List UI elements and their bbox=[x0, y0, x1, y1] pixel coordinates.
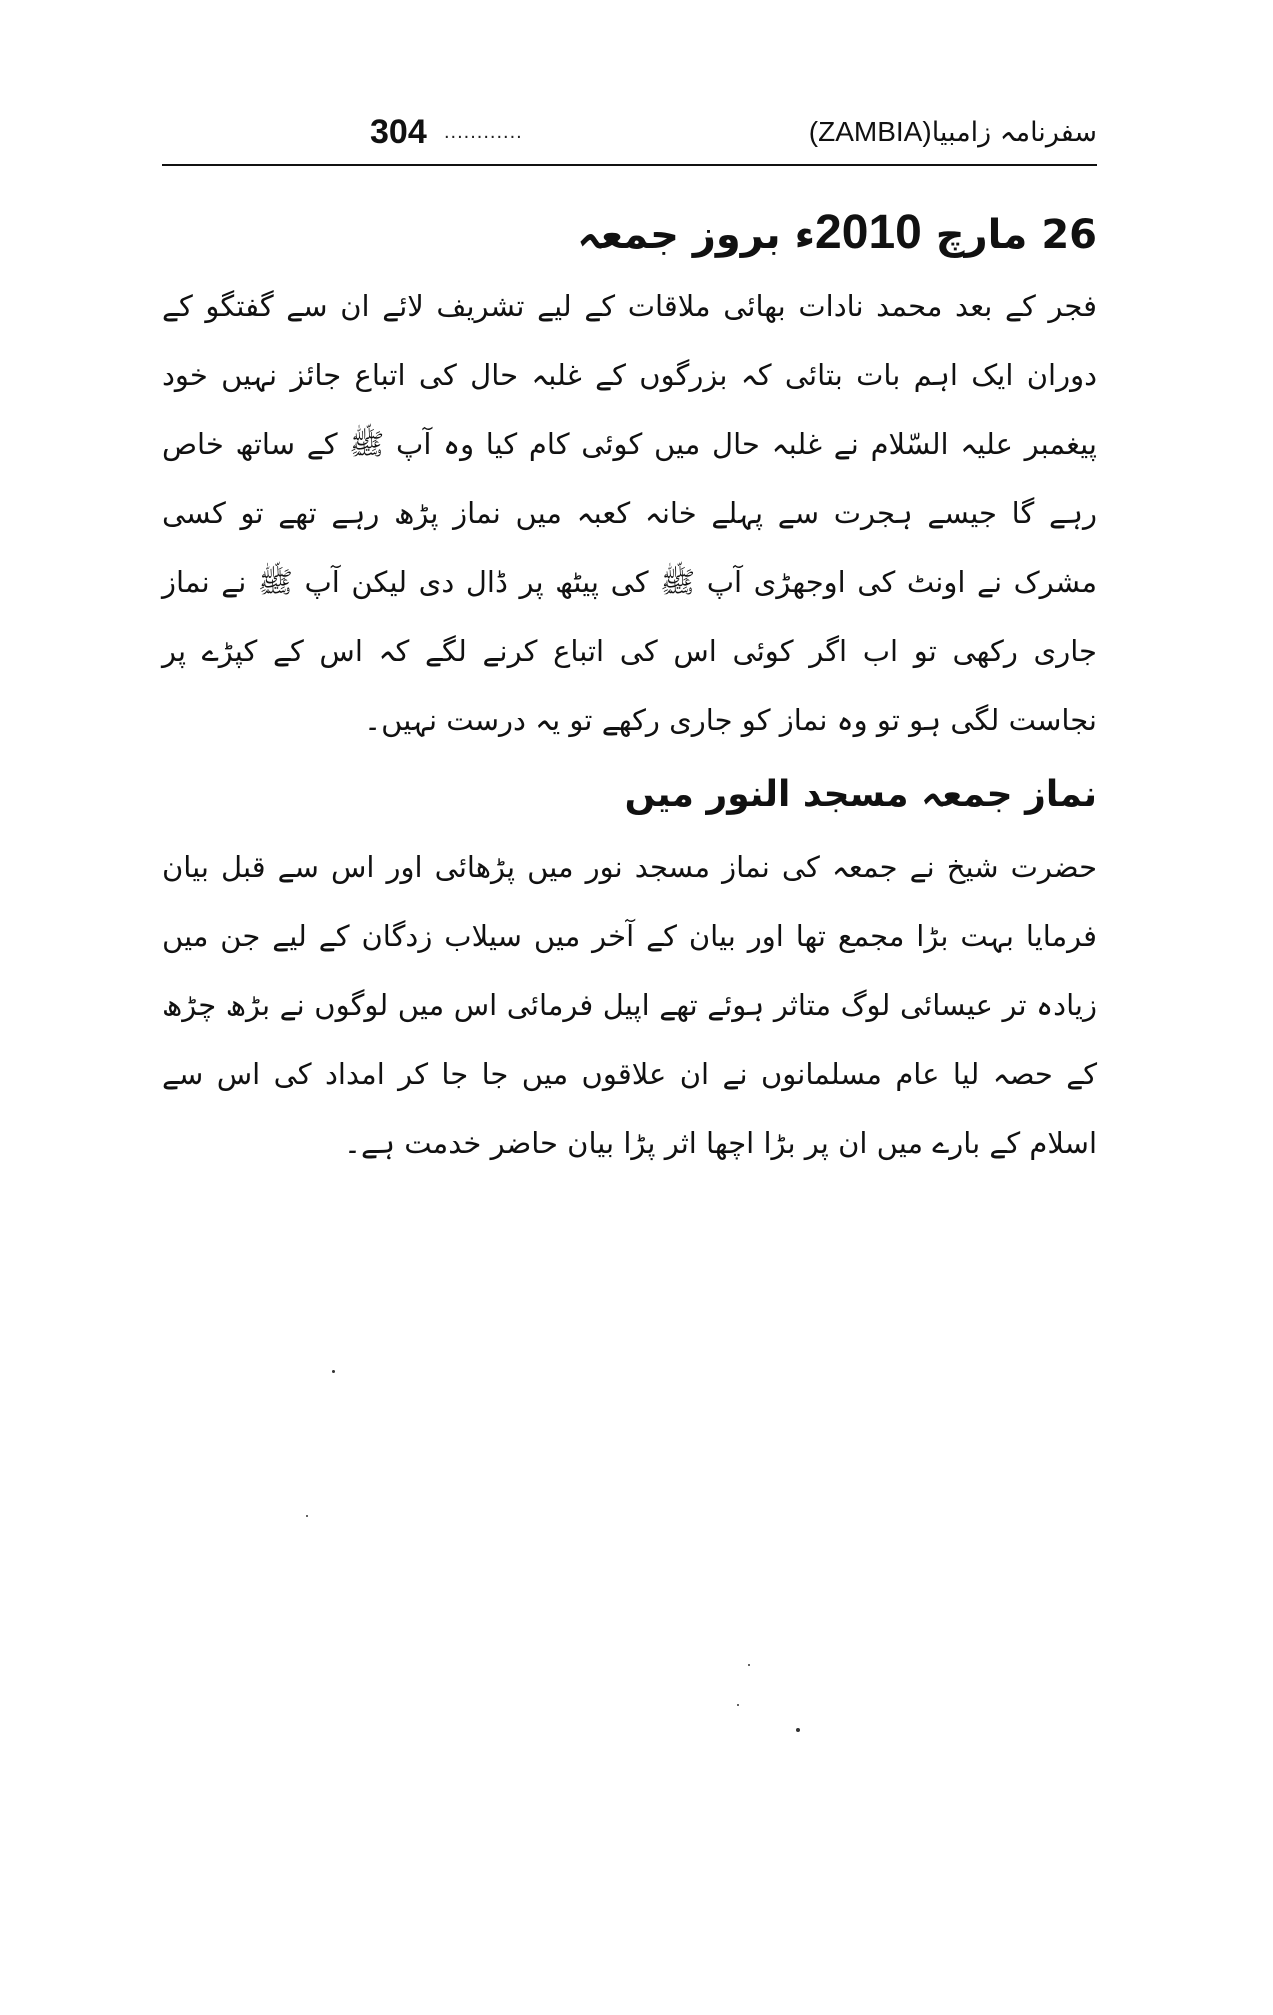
page-number: 304 bbox=[370, 113, 427, 151]
date-heading-day-month: 26 مارچ bbox=[921, 212, 1097, 258]
paragraph-2: حضرت شیخ نے جمعہ کی نماز مسجد نور میں پڑھائی اور اس سے قبل بیان فرمایا بہت بڑا مجمع تھا اور بیان کے آخر میں سیلاب زدگان کے لیے جن میں زیادہ تر عیسائی لوگ متاثر ہوئے تھے اپیل فرمائی اس میں لوگوں نے بڑھ چڑھ کے حصہ لیا عام مسلمانوں نے ان علاقوں میں جا جا کر امداد کی اس سے اسلام کے بارے میں ان پر بڑا اچھا اثر پڑا بیان حاضر خدمت ہے۔ bbox=[162, 850, 1097, 1160]
scan-speck bbox=[737, 1704, 739, 1706]
book-title bbox=[809, 110, 1097, 155]
page-body bbox=[162, 200, 1097, 1178]
date-heading-rest: ء بروز جمعہ bbox=[577, 212, 816, 258]
running-header bbox=[162, 108, 1097, 160]
scan-speck bbox=[796, 1728, 800, 1732]
leader-dots: ............ bbox=[444, 121, 523, 143]
scan-speck bbox=[332, 1370, 335, 1373]
scan-speck bbox=[748, 1664, 750, 1666]
paragraph-1: فجر کے بعد محمد نادات بھائی ملاقات کے لیے تشریف لائے ان سے گفتگو کے دوران ایک اہم بات بتائی کہ بزرگوں کے غلبہ حال کی اتباع جائز نہیں خود پیغمبر علیہ السّلام نے غلبہ حال میں کوئی کام کیا وہ آپ ﷺ کے ساتھ خاص رہے گا جیسے ہجرت سے پہلے خانہ کعبہ میں نماز پڑھ رہے تھے تو کسی مشرک نے اونٹ کی اوجھڑی آپ ﷺ کی پیٹھ پر ڈال دی لیکن آپ ﷺ نے نماز جاری رکھی تو اب اگر کوئی اس کی اتباع کرنے لگے کہ اس کے کپڑے پر نجاست لگی ہو تو وہ نماز کو جاری رکھے تو یہ درست نہیں۔ bbox=[162, 289, 1097, 737]
header-rule bbox=[162, 164, 1097, 166]
book-title-urdu: سفرنامہ زامبیا bbox=[931, 117, 1097, 148]
section-heading: نماز جمعہ مسجد النور میں bbox=[624, 774, 1097, 815]
date-heading-year: 2010 bbox=[815, 206, 922, 259]
date-heading bbox=[162, 200, 1097, 268]
book-title-latin: (ZAMBIA) bbox=[808, 116, 932, 147]
scan-speck bbox=[306, 1515, 308, 1517]
